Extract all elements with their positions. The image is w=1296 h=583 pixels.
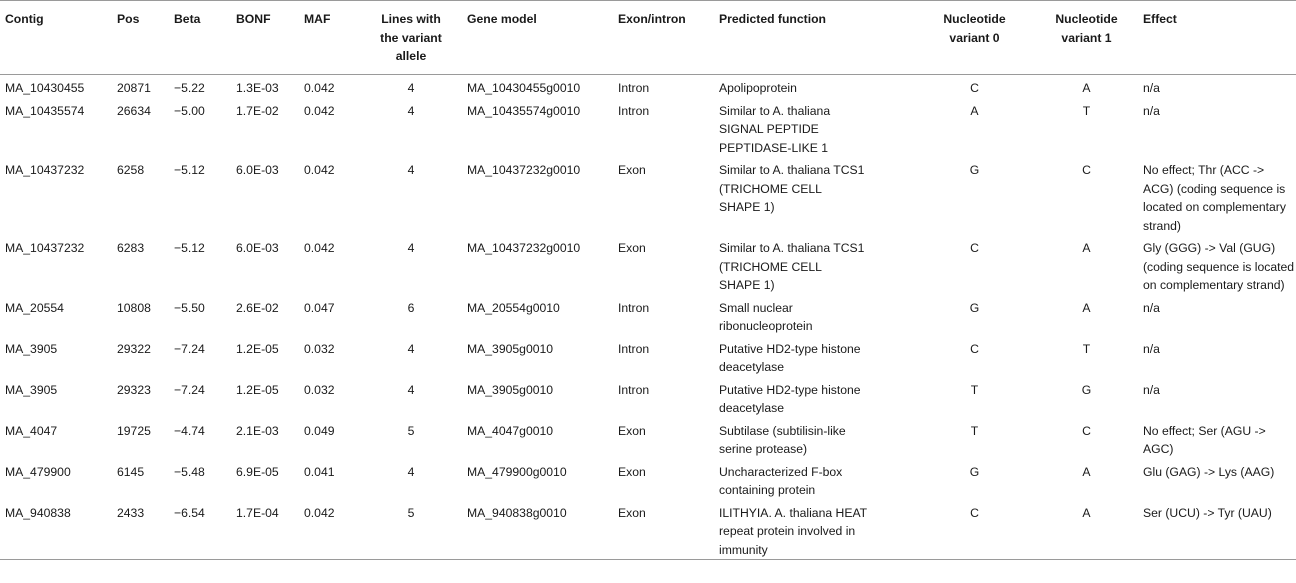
cell-predicted-function: ILITHYIA. A. thaliana HEAT repeat protein involved in immunity: [719, 500, 919, 560]
cell-predicted-function: Similar to A. thaliana TCS1 (TRICHOME CELL SHAPE 1): [719, 241, 865, 292]
cell-predicted-function: Apolipoprotein: [719, 81, 797, 95]
cell-pos: 6283: [117, 241, 145, 255]
cell-gene-model: MA_10437232g0010: [467, 241, 581, 255]
cell-maf: 0.032: [304, 341, 335, 356]
col-header-beta: Beta: [174, 1, 236, 75]
cell-beta: −5.00: [174, 103, 205, 118]
cell-lines: 4: [407, 81, 415, 95]
cell-effect: n/a: [1143, 382, 1160, 397]
cell-exon-intron: Intron: [618, 341, 650, 356]
table-row: [0, 295, 1296, 336]
cell-beta: −6.54: [174, 500, 236, 560]
cell-contig: MA_3905: [5, 341, 58, 356]
cell-maf: 0.041: [304, 464, 335, 479]
cell-predicted-function: Subtilase (subtilisin-like serine protease): [719, 423, 846, 456]
cell-nucleotide-variant-1: T: [1082, 341, 1091, 356]
col-header-exon-intron: Exon/intron: [618, 1, 719, 75]
col-header-maf: MAF: [304, 1, 355, 75]
cell-beta: −7.24: [174, 341, 205, 356]
cell-nucleotide-variant-1: A: [1082, 300, 1091, 315]
cell-contig: MA_20554: [5, 300, 64, 315]
cell-bonf: 6.0E-03: [236, 163, 279, 177]
cell-beta: −5.12: [174, 241, 205, 255]
cell-effect: Gly (GGG) -> Val (GUG) (coding sequence is located on complementary strand): [1143, 241, 1295, 292]
col-header-gene-model: Gene model: [467, 1, 618, 75]
cell-contig: MA_10435574: [5, 103, 85, 118]
cell-nucleotide-variant-1: A: [1082, 241, 1091, 255]
table-row: [0, 377, 1296, 418]
cell-bonf: 6.9E-05: [236, 464, 279, 479]
cell-beta: −4.74: [174, 423, 205, 438]
cell-pos: 10808: [117, 300, 151, 315]
cell-pos: 29323: [117, 382, 151, 397]
cell-contig: MA_10437232: [5, 241, 85, 255]
cell-bonf: 6.0E-03: [236, 241, 279, 255]
cell-exon-intron: Exon: [618, 423, 646, 438]
cell-exon-intron: Intron: [618, 300, 650, 315]
cell-beta: −5.22: [174, 81, 205, 95]
cell-gene-model: MA_4047g0010: [467, 423, 554, 438]
cell-contig: MA_3905: [5, 382, 58, 397]
cell-gene-model: MA_3905g0010: [467, 341, 554, 356]
cell-nucleotide-variant-0: C: [970, 341, 979, 356]
table-header-row: [0, 1, 1296, 75]
cell-nucleotide-variant-1: T: [1082, 103, 1091, 118]
cell-maf: 0.049: [304, 423, 335, 438]
cell-nucleotide-variant-0: G: [969, 300, 980, 315]
cell-contig: MA_479900: [5, 464, 71, 479]
cell-lines: 4: [407, 163, 415, 177]
cell-beta: −5.48: [174, 464, 205, 479]
cell-lines: 4: [407, 464, 415, 479]
cell-exon-intron: Intron: [618, 81, 650, 95]
cell-bonf: 1.7E-02: [236, 103, 279, 118]
cell-contig: MA_10437232: [5, 163, 85, 177]
cell-effect: Ser (UCU) -> Tyr (UAU): [1143, 500, 1296, 560]
cell-nucleotide-variant-0: C: [970, 241, 979, 255]
table-row: [0, 500, 1296, 560]
col-header-nucleotide-variant-1: Nucleotide variant 1: [1030, 1, 1143, 75]
cell-nucleotide-variant-0: T: [970, 382, 979, 397]
cell-maf: 0.047: [304, 300, 335, 315]
col-header-effect: Effect: [1143, 1, 1296, 75]
cell-effect: Glu (GAG) -> Lys (AAG): [1143, 464, 1275, 479]
cell-pos: 6145: [117, 464, 145, 479]
cell-lines: 5: [355, 500, 467, 560]
cell-maf: 0.042: [304, 500, 355, 560]
cell-pos: 20871: [117, 81, 151, 95]
col-header-contig: Contig: [0, 1, 117, 75]
cell-effect: n/a: [1143, 103, 1160, 118]
cell-exon-intron: Exon: [618, 500, 719, 560]
cell-gene-model: MA_10435574g0010: [467, 103, 581, 118]
col-header-predicted-function: Predicted function: [719, 1, 919, 75]
cell-gene-model: MA_20554g0010: [467, 300, 560, 315]
cell-nucleotide-variant-1: A: [1030, 500, 1143, 560]
cell-contig: MA_10430455: [5, 81, 85, 95]
cell-nucleotide-variant-1: A: [1082, 81, 1091, 95]
cell-nucleotide-variant-1: C: [1082, 423, 1091, 438]
cell-lines: 6: [407, 300, 415, 315]
col-header-pos: Pos: [117, 1, 174, 75]
cell-exon-intron: Intron: [618, 103, 650, 118]
cell-bonf: 2.6E-02: [236, 300, 279, 315]
cell-bonf: 1.2E-05: [236, 341, 279, 356]
cell-pos: 6258: [117, 163, 145, 177]
cell-maf: 0.042: [304, 103, 335, 118]
cell-lines: 4: [407, 241, 415, 255]
cell-predicted-function: Putative HD2-type histone deacetylase: [719, 341, 861, 374]
cell-nucleotide-variant-0: G: [969, 464, 980, 479]
cell-pos: 2433: [117, 500, 174, 560]
cell-exon-intron: Exon: [618, 163, 646, 177]
table-row: [0, 157, 1296, 235]
cell-nucleotide-variant-0: C: [919, 500, 1030, 560]
cell-nucleotide-variant-0: G: [969, 163, 980, 177]
cell-maf: 0.042: [304, 163, 335, 177]
cell-exon-intron: Exon: [618, 241, 646, 255]
table-row: [0, 336, 1296, 377]
cell-contig: MA_940838: [0, 500, 117, 560]
cell-predicted-function: Uncharacterized F-box containing protein: [719, 464, 843, 497]
cell-bonf: 1.3E-03: [236, 81, 279, 95]
cell-bonf: 1.2E-05: [236, 382, 279, 397]
cell-effect: n/a: [1143, 81, 1160, 95]
cell-nucleotide-variant-1: A: [1082, 464, 1091, 479]
cell-beta: −5.50: [174, 300, 205, 315]
table-row: [0, 235, 1296, 295]
cell-beta: −5.12: [174, 163, 205, 177]
cell-predicted-function: Putative HD2-type histone deacetylase: [719, 382, 861, 415]
cell-nucleotide-variant-1: G: [1081, 382, 1092, 397]
col-header-lines: Lines with the variant allele: [355, 1, 467, 75]
table-row: [0, 98, 1296, 158]
cell-predicted-function: Small nuclear ribonucleoprotein: [719, 300, 813, 333]
cell-predicted-function: Similar to A. thaliana SIGNAL PEPTIDE PEPTIDASE-LIKE 1: [719, 103, 831, 155]
cell-gene-model: MA_940838g0010: [467, 500, 618, 560]
cell-effect: n/a: [1143, 341, 1160, 356]
cell-gene-model: MA_10437232g0010: [467, 163, 581, 177]
col-header-bonf: BONF: [236, 1, 304, 75]
cell-nucleotide-variant-0: C: [970, 81, 979, 95]
cell-maf: 0.032: [304, 382, 335, 397]
table-row: [0, 75, 1296, 98]
cell-gene-model: MA_10430455g0010: [467, 81, 581, 95]
cell-maf: 0.042: [304, 241, 335, 255]
cell-lines: 4: [407, 382, 415, 397]
cell-effect: No effect; Ser (AGU -> AGC): [1143, 423, 1266, 456]
cell-lines: 4: [407, 103, 415, 118]
cell-bonf: 1.7E-04: [236, 500, 304, 560]
cell-gene-model: MA_479900g0010: [467, 464, 567, 479]
cell-lines: 5: [407, 423, 415, 438]
table-row: [0, 418, 1296, 459]
cell-gene-model: MA_3905g0010: [467, 382, 554, 397]
cell-lines: 4: [407, 341, 415, 356]
cell-pos: 29322: [117, 341, 151, 356]
cell-maf: 0.042: [304, 81, 335, 95]
cell-exon-intron: Exon: [618, 464, 646, 479]
cell-predicted-function: Similar to A. thaliana TCS1 (TRICHOME CELL SHAPE 1): [719, 163, 865, 214]
cell-bonf: 2.1E-03: [236, 423, 279, 438]
cell-effect: No effect; Thr (ACC -> ACG) (coding sequence is located on complementary strand): [1143, 163, 1286, 233]
cell-contig: MA_4047: [5, 423, 58, 438]
table-row: [0, 459, 1296, 500]
cell-nucleotide-variant-0: T: [970, 423, 979, 438]
cell-nucleotide-variant-1: C: [1082, 163, 1091, 177]
cell-pos: 26634: [117, 103, 151, 118]
cell-effect: n/a: [1143, 300, 1160, 315]
cell-pos: 19725: [117, 423, 151, 438]
cell-beta: −7.24: [174, 382, 205, 397]
cell-exon-intron: Intron: [618, 382, 650, 397]
cell-nucleotide-variant-0: A: [970, 103, 979, 118]
col-header-nucleotide-variant-0: Nucleotide variant 0: [919, 1, 1030, 75]
